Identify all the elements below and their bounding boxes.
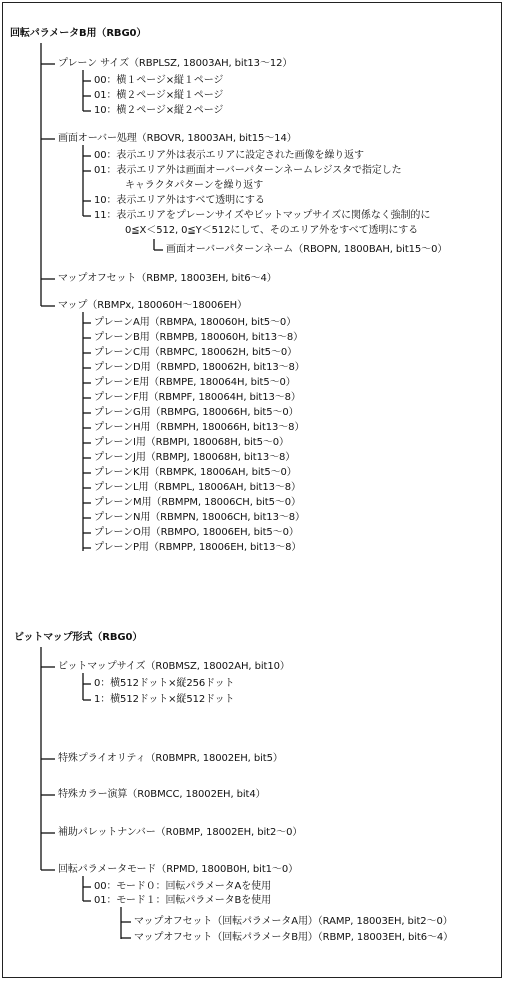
map-plane-item: プレーンO用（RBMPO, 18006EH, bit5～0） <box>94 527 299 538</box>
map-plane-item: プレーンM用（RBMPM, 18006CH, bit5～0） <box>94 497 301 508</box>
map-plane-item: プレーンL用（RBMPL, 18006AH, bit13～8） <box>94 482 301 493</box>
map-plane-item: プレーンB用（RBMPB, 180060H, bit13～8） <box>94 332 304 343</box>
map-offset-rotation-a: マップオフセット（回転パラメータA用）（RAMP, 18003EH, bit2～0） <box>134 916 453 927</box>
plane-size-option: 01：横２ページ×縦１ページ <box>94 90 224 101</box>
map-plane-item: プレーンA用（RBMPA, 180060H, bit5～0） <box>94 317 297 328</box>
map-plane-item: プレーンN用（RBMPN, 18006CH, bit13～8） <box>94 512 305 523</box>
plane-size-option: 10：横２ページ×縦２ページ <box>94 105 224 116</box>
rotation-mode-label: 回転パラメータモード（RPMD, 1800B0H, bit1～0） <box>58 864 298 875</box>
special-priority-label: 特殊プライオリティ（R0BMPR, 18002EH, bit5） <box>58 753 283 764</box>
section-title-rotation-b: 回転パラメータB用（RBG0） <box>10 28 147 39</box>
rotation-mode-option: 01：モード１：回転パラメータBを使用 <box>94 895 271 906</box>
plane-size-option: 00：横１ページ×縦１ページ <box>94 75 224 86</box>
overflow-option: 10：表示エリア外はすべて透明にする <box>94 195 265 206</box>
map-plane-item: プレーンG用（RBMPG, 180066H, bit5～0） <box>94 407 299 418</box>
map-plane-item: プレーンE用（RBMPE, 180064H, bit5～0） <box>94 377 296 388</box>
map-offset-rotation-b: マップオフセット（回転パラメータB用）（RBMP, 18003EH, bit6～4） <box>134 932 454 943</box>
overflow-option: 11：表示エリアをプレーンサイズやビットマップサイズに関係なく強制的に <box>94 210 431 221</box>
map-plane-item: プレーンD用（RBMPD, 180062H, bit13～8） <box>94 362 305 373</box>
bitmap-size-label: ビットマップサイズ（R0BMSZ, 18002AH, bit10） <box>58 661 290 672</box>
overflow-label: 画面オーバー処理（RBOVR, 18003AH, bit15～14） <box>58 133 297 144</box>
map-plane-item: プレーンK用（RBMPK, 18006AH, bit5～0） <box>94 467 297 478</box>
overflow-option: 01：表示エリア外は画面オーバーパターンネームレジスタで指定した <box>94 165 402 176</box>
overflow-option-continuation: キャラクタパターンを繰り返す <box>125 180 264 191</box>
overflow-option: 00：表示エリア外は表示エリアに設定された画像を繰り返す <box>94 150 364 161</box>
special-color-label: 特殊カラー演算（R0BMCC, 18002EH, bit4） <box>58 789 266 800</box>
section-title-bitmap: ビットマップ形式（RBG0） <box>14 632 143 643</box>
palette-number-label: 補助パレットナンバー（R0BMP, 18002EH, bit2～0） <box>58 827 303 838</box>
map-plane-item: プレーンC用（RBMPC, 180062H, bit5～0） <box>94 347 298 358</box>
map-plane-item: プレーンH用（RBMPH, 180066H, bit13～8） <box>94 422 305 433</box>
overflow-option-continuation: 0≦X＜512, 0≦Y＜512にして、そのエリア外をすべて透明にする <box>125 225 419 236</box>
map-label: マップ（RBMPx, 180060H～18006EH） <box>58 300 247 311</box>
map-plane-item: プレーンJ用（RBMPJ, 180068H, bit13～8） <box>94 452 296 463</box>
bitmap-size-option: 0：横512ドット×縦256ドット <box>94 678 235 689</box>
map-plane-item: プレーンI用（RBMPI, 180068H, bit5～0） <box>94 437 289 448</box>
rotation-mode-option: 00：モード０：回転パラメータAを使用 <box>94 881 271 892</box>
overflow-pattern-name: 画面オーバーパターンネーム（RBOPN, 1800BAH, bit15～0） <box>166 244 448 255</box>
map-offset-label: マップオフセット（RBMP, 18003EH, bit6～4） <box>58 273 277 284</box>
map-plane-item: プレーンF用（RBMPF, 180064H, bit13～8） <box>94 392 301 403</box>
map-plane-item: プレーンP用（RBMPP, 18006EH, bit13～8） <box>94 542 302 553</box>
plane-size-label: プレーン サイズ（RBPLSZ, 18003AH, bit13～12） <box>58 58 293 69</box>
bitmap-size-option: 1：横512ドット×縦512ドット <box>94 694 235 705</box>
